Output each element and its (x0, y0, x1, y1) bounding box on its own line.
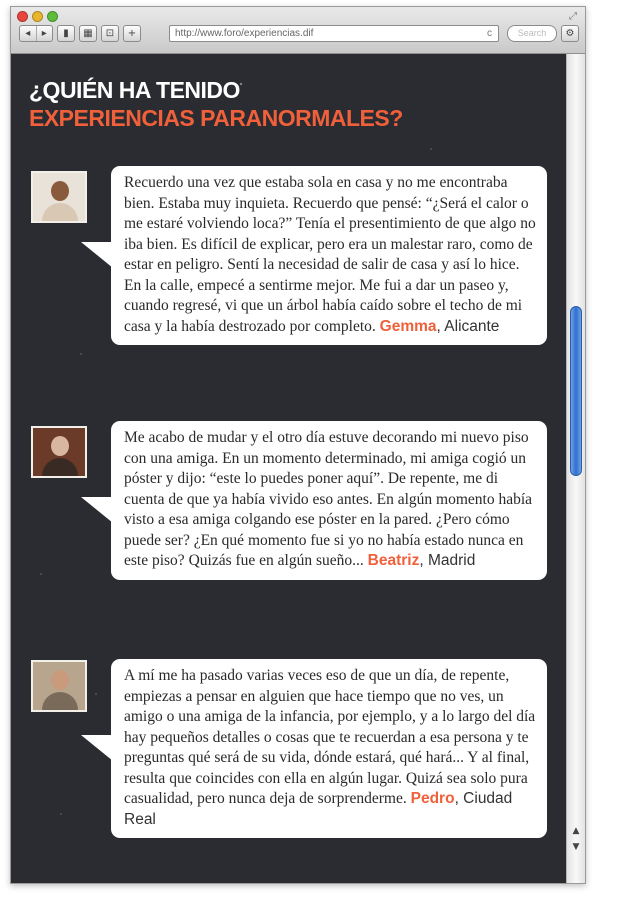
minimize-window-button[interactable] (32, 11, 43, 22)
post-bubble-1 (111, 166, 547, 345)
post-author-2[interactable]: Beatriz (367, 552, 420, 569)
vertical-scrollbar[interactable] (566, 54, 585, 883)
window-controls (17, 11, 58, 22)
add-bookmark-button[interactable]: + (123, 25, 141, 42)
post-text-1: Recuerdo una vez que estaba sola en casa y no me encontraba bien. Estaba muy inquieta. Recuerdo que pensé: “¿Será el calor o me estaré volviendo loca?” Tenía el presentimiento de que algo no iba bien. Es difícil de explicar, pero era un malestar raro, como de estar en peligro. Sentí la necesidad de salir de casa y así lo hice. En la calle, empecé a sentirme mejor. Me fui a dar un paseo y, cuando regresé, vi que un árbol había caído sobre el techo de mi casa y la había destrozado por completo. (124, 174, 536, 335)
zoom-window-button[interactable] (47, 11, 58, 22)
avatar-post-2 (31, 426, 87, 478)
post-bubble-2 (111, 421, 547, 580)
avatar-post-3 (31, 660, 87, 712)
scroll-down-icon[interactable]: ▼ (572, 842, 580, 852)
forward-icon[interactable]: ▸ (41, 28, 47, 39)
scroll-up-icon[interactable]: ▲ (572, 826, 580, 836)
post-text-2: Me acabo de mudar y el otro día estuve decorando mi nuevo piso con una amiga. En un momento determinado, mi amiga cogió un póster y dijo: “este lo puedes poner aquí”. De repente, me di cuenta de que ya había vivido eso antes. En algún momento había visto a esa amiga colgando ese póster en la pared. ¿Pero cómo puede ser? ¿En qué momento fue si yo no había estado nunca en este piso? Quizás fue en algún sueño... (124, 429, 533, 569)
close-window-button[interactable] (17, 11, 28, 22)
reload-icon[interactable]: c (487, 28, 492, 39)
url-text: http://www.foro/experiencias.dif (175, 28, 314, 39)
post-city-1: , Alicante (436, 317, 500, 335)
post-city-3: , Ciudad Real (124, 790, 513, 828)
nav-buttons (19, 25, 141, 42)
address-bar[interactable] (169, 25, 499, 42)
share-button[interactable]: ⊡ (101, 25, 119, 42)
reader-button[interactable]: ▦ (79, 25, 97, 42)
page-title (29, 76, 403, 132)
gear-icon: ⚙ (565, 28, 575, 39)
avatar-post-1 (31, 171, 87, 223)
post-author-3[interactable]: Pedro (410, 790, 455, 807)
settings-button[interactable] (561, 25, 579, 42)
scrollbar-thumb[interactable] (570, 306, 582, 476)
browser-window (10, 6, 586, 884)
post-bubble-3 (111, 659, 547, 838)
back-icon[interactable]: ◂ (20, 26, 37, 41)
resize-icon[interactable]: ⤢ (569, 11, 577, 22)
title-line-2: EXPERIENCIAS PARANORMALES? (29, 105, 403, 131)
post-text-3: A mí me ha pasado varias veces eso de que un día, de repente, empiezas a pensar en alguien que hace tiempo que no ves, un amigo o una amiga de la infancia, por ejemplo, y a lo largo del día hay pequeños detalles o cosas que te recuerdan a esa persona y te preguntas qué será de su vida, dónde estará, qué hará... Y al final, resulta que coincides con ella en algún lugar. Quizá sea solo pura casualidad, pero nunca deja de sorprenderme. (124, 667, 536, 807)
title-line-1: ¿QUIÉN HA TENIDO (29, 77, 240, 103)
post-author-1[interactable]: Gemma (379, 317, 437, 335)
back-forward-buttons (19, 25, 53, 42)
page-content (11, 54, 566, 883)
post-city-2: , Madrid (419, 552, 476, 569)
bookmarks-button[interactable]: ▮ (57, 25, 75, 42)
search-input[interactable]: Search (507, 25, 557, 42)
browser-toolbar (11, 7, 585, 54)
